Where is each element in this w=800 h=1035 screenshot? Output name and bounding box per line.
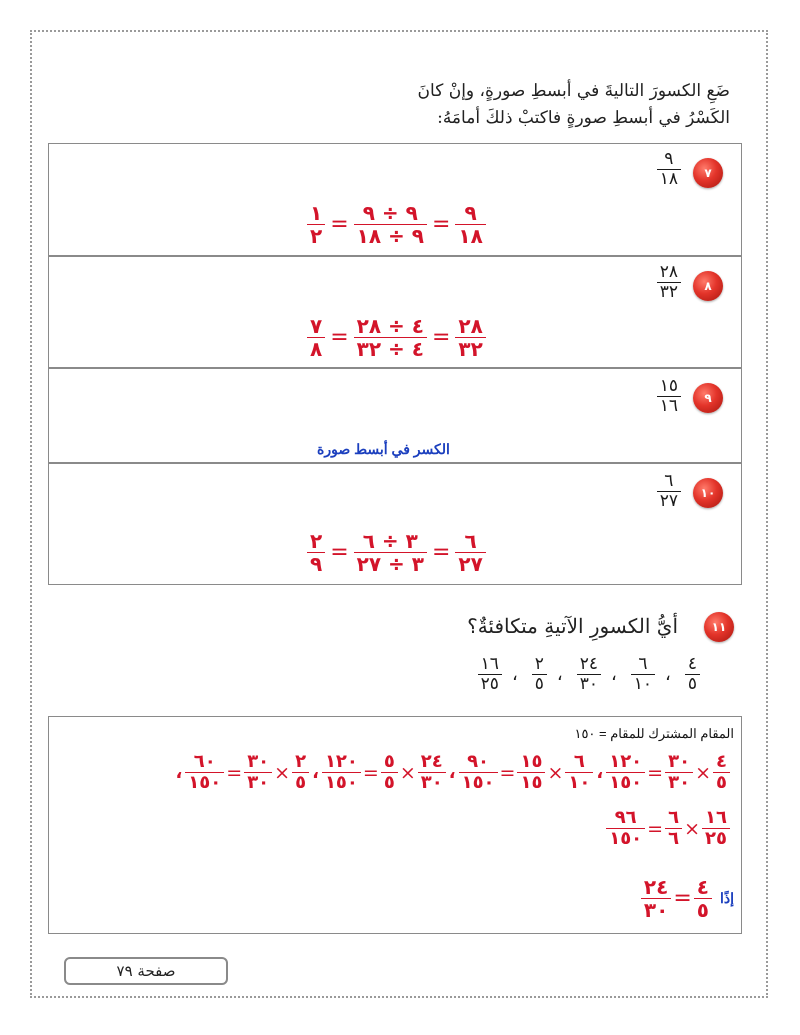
eq5-result-den: ١٥٠ bbox=[609, 828, 643, 850]
q10-result-num: ٢ bbox=[310, 529, 323, 553]
q7-result-den: ٢ bbox=[310, 224, 323, 249]
q8-numerator: ٢٨ bbox=[659, 262, 678, 282]
page-number: صفحة ٧٩ bbox=[116, 962, 176, 980]
eq3-result-den: ١٥٠ bbox=[324, 772, 358, 794]
q7-denominator: ١٨ bbox=[659, 169, 678, 190]
q11-frac-1-num: ٤ bbox=[687, 654, 697, 674]
q9-denominator: ١٦ bbox=[659, 396, 678, 417]
eq2-result-den: ١٥٠ bbox=[461, 772, 495, 794]
solution-conclusion: $\frac{٢٤}{٣٠}$ = $\frac{٤}{٥}$ إذًا bbox=[641, 876, 734, 922]
q8-result-den: ٨ bbox=[310, 337, 323, 362]
q7-answer-equation: $\frac{١}{٢}$ = $\frac{٩ \div ٩}{٩ \div ١٨}$ = $\frac{٩}{١٨}$ bbox=[307, 202, 486, 248]
q11-badge: ١١ bbox=[704, 612, 734, 642]
q10-box bbox=[48, 463, 742, 585]
q9-fraction bbox=[657, 377, 681, 416]
instructions-line-2: الكَسْرُ في أبسطِ صورةٍ فاكتبْ ذلكَ أمامَهُ: bbox=[437, 108, 730, 128]
instructions bbox=[130, 78, 730, 132]
q9-badge: ٩ bbox=[693, 383, 723, 413]
q8-step-num: ٤ ÷ ٢٨ bbox=[356, 314, 424, 338]
eq1-result-num: ١٢٠ bbox=[609, 751, 643, 772]
conclusion-a-den: ٥ bbox=[696, 898, 709, 923]
q10-result-den: ٩ bbox=[310, 552, 323, 577]
q9-numerator: ١٥ bbox=[659, 376, 678, 396]
q9-box bbox=[48, 368, 742, 463]
lcd-label: المقام المشترك للمقام = ١٥٠ bbox=[574, 726, 734, 741]
q7-step-den: ٩ ÷ ١٨ bbox=[356, 224, 424, 249]
q10-numerator: ٦ bbox=[664, 471, 674, 491]
q8-step-den: ٤ ÷ ٣٢ bbox=[356, 337, 424, 362]
q11-frac-2-den: ١٠ bbox=[633, 674, 653, 695]
q11-separator: ، bbox=[665, 664, 671, 686]
q11-frac-5-num: ١٦ bbox=[480, 654, 499, 674]
eq1-result-den: ١٥٠ bbox=[609, 772, 643, 794]
eq2-result-num: ٩٠ bbox=[467, 751, 490, 772]
q7-numerator: ٩ bbox=[664, 149, 674, 169]
q7-orig-den: ١٨ bbox=[458, 224, 483, 249]
q10-orig-den: ٢٧ bbox=[458, 552, 483, 577]
q10-denominator: ٢٧ bbox=[659, 491, 678, 512]
eq4-result-num: ٦٠ bbox=[193, 751, 216, 772]
q9-answer-text: الكسر في أبسط صورة bbox=[317, 441, 450, 457]
q10-badge: ١٠ bbox=[693, 478, 723, 508]
q8-answer-equation: $\frac{٧}{٨}$ = $\frac{٤ \div ٢٨}{٤ \div ٣٢}$ = $\frac{٢٨}{٣٢}$ bbox=[307, 315, 486, 361]
q10-step-den: ٣ ÷ ٢٧ bbox=[356, 552, 424, 577]
q10-fraction bbox=[657, 472, 681, 511]
q7-fraction bbox=[657, 150, 681, 189]
solution-line-1: ، $\frac{٦٠}{١٥٠}$ = $\frac{٣٠}{٣٠}$ × $\frac{٢}{٥}$ ، $\frac{١٢٠}{١٥٠}$ = $\frac{٥}{٥}$ × $\frac{٢٤}{٣٠}$ ، $\frac{٩٠}{١٥٠}$ = $\frac{١٥}{١٥}$ × $\frac{٦}{١٠}$ ، $\frac{١٢٠}{١٥٠}$ = $\frac{٣٠}{٣٠}$ × $\frac{٤}{٥}$ bbox=[172, 752, 730, 793]
q11-separator: ، bbox=[511, 664, 518, 686]
q10-step-num: ٣ ÷ ٦ bbox=[362, 529, 418, 553]
q11-frac-5-den: ٢٥ bbox=[480, 674, 499, 695]
q7-badge: ٧ bbox=[693, 158, 723, 188]
q11-separator: ، bbox=[610, 664, 617, 686]
conclusion-a-num: ٤ bbox=[696, 875, 709, 899]
q11-separator: ، bbox=[556, 664, 563, 686]
q7-box bbox=[48, 143, 742, 256]
solution-line-2: $\frac{٩٦}{١٥٠}$ = $\frac{٦}{٦}$ × $\frac{١٦}{٢٥}$ bbox=[606, 808, 730, 849]
q11-frac-2-num: ٦ bbox=[638, 654, 648, 674]
q8-orig-den: ٣٢ bbox=[458, 337, 483, 362]
q11-fraction-list bbox=[478, 655, 700, 694]
then-label: إذًا bbox=[719, 890, 734, 907]
q8-fraction bbox=[657, 263, 681, 302]
conclusion-b-num: ٢٤ bbox=[643, 875, 669, 899]
instructions-line-1: ضَعِ الكسورَ التاليةَ في أبسطِ صورةٍ، وإنْ كانَ bbox=[417, 81, 730, 101]
conclusion-b-den: ٣٠ bbox=[643, 898, 669, 923]
q8-result-num: ٧ bbox=[310, 314, 323, 338]
q11-frac-4-den: ٥ bbox=[534, 674, 544, 695]
q10-answer-equation: $\frac{٢}{٩}$ = $\frac{٣ \div ٦}{٣ \div ٢٧}$ = $\frac{٦}{٢٧}$ bbox=[307, 530, 486, 576]
q11-frac-3-den: ٣٠ bbox=[579, 674, 598, 695]
q11-question: أيُّ الكسورِ الآتيةِ متكافئةٌ؟ bbox=[467, 614, 678, 638]
q7-step-num: ٩ ÷ ٩ bbox=[362, 201, 418, 225]
page-number-tab bbox=[64, 957, 228, 985]
q7-result-num: ١ bbox=[310, 201, 323, 225]
q7-orig-num: ٩ bbox=[464, 201, 477, 225]
q8-orig-num: ٢٨ bbox=[458, 314, 483, 338]
q11-frac-3-num: ٢٤ bbox=[579, 654, 598, 674]
q11-frac-4-num: ٢ bbox=[534, 654, 544, 674]
q11-frac-1-den: ٥ bbox=[687, 674, 697, 695]
eq5-result-num: ٩٦ bbox=[614, 807, 637, 828]
q8-badge: ٨ bbox=[693, 271, 723, 301]
eq4-result-den: ١٥٠ bbox=[188, 772, 222, 794]
q8-box bbox=[48, 256, 742, 368]
eq3-result-num: ١٢٠ bbox=[324, 751, 358, 772]
q10-orig-num: ٦ bbox=[464, 529, 477, 553]
q8-denominator: ٣٢ bbox=[659, 282, 678, 303]
